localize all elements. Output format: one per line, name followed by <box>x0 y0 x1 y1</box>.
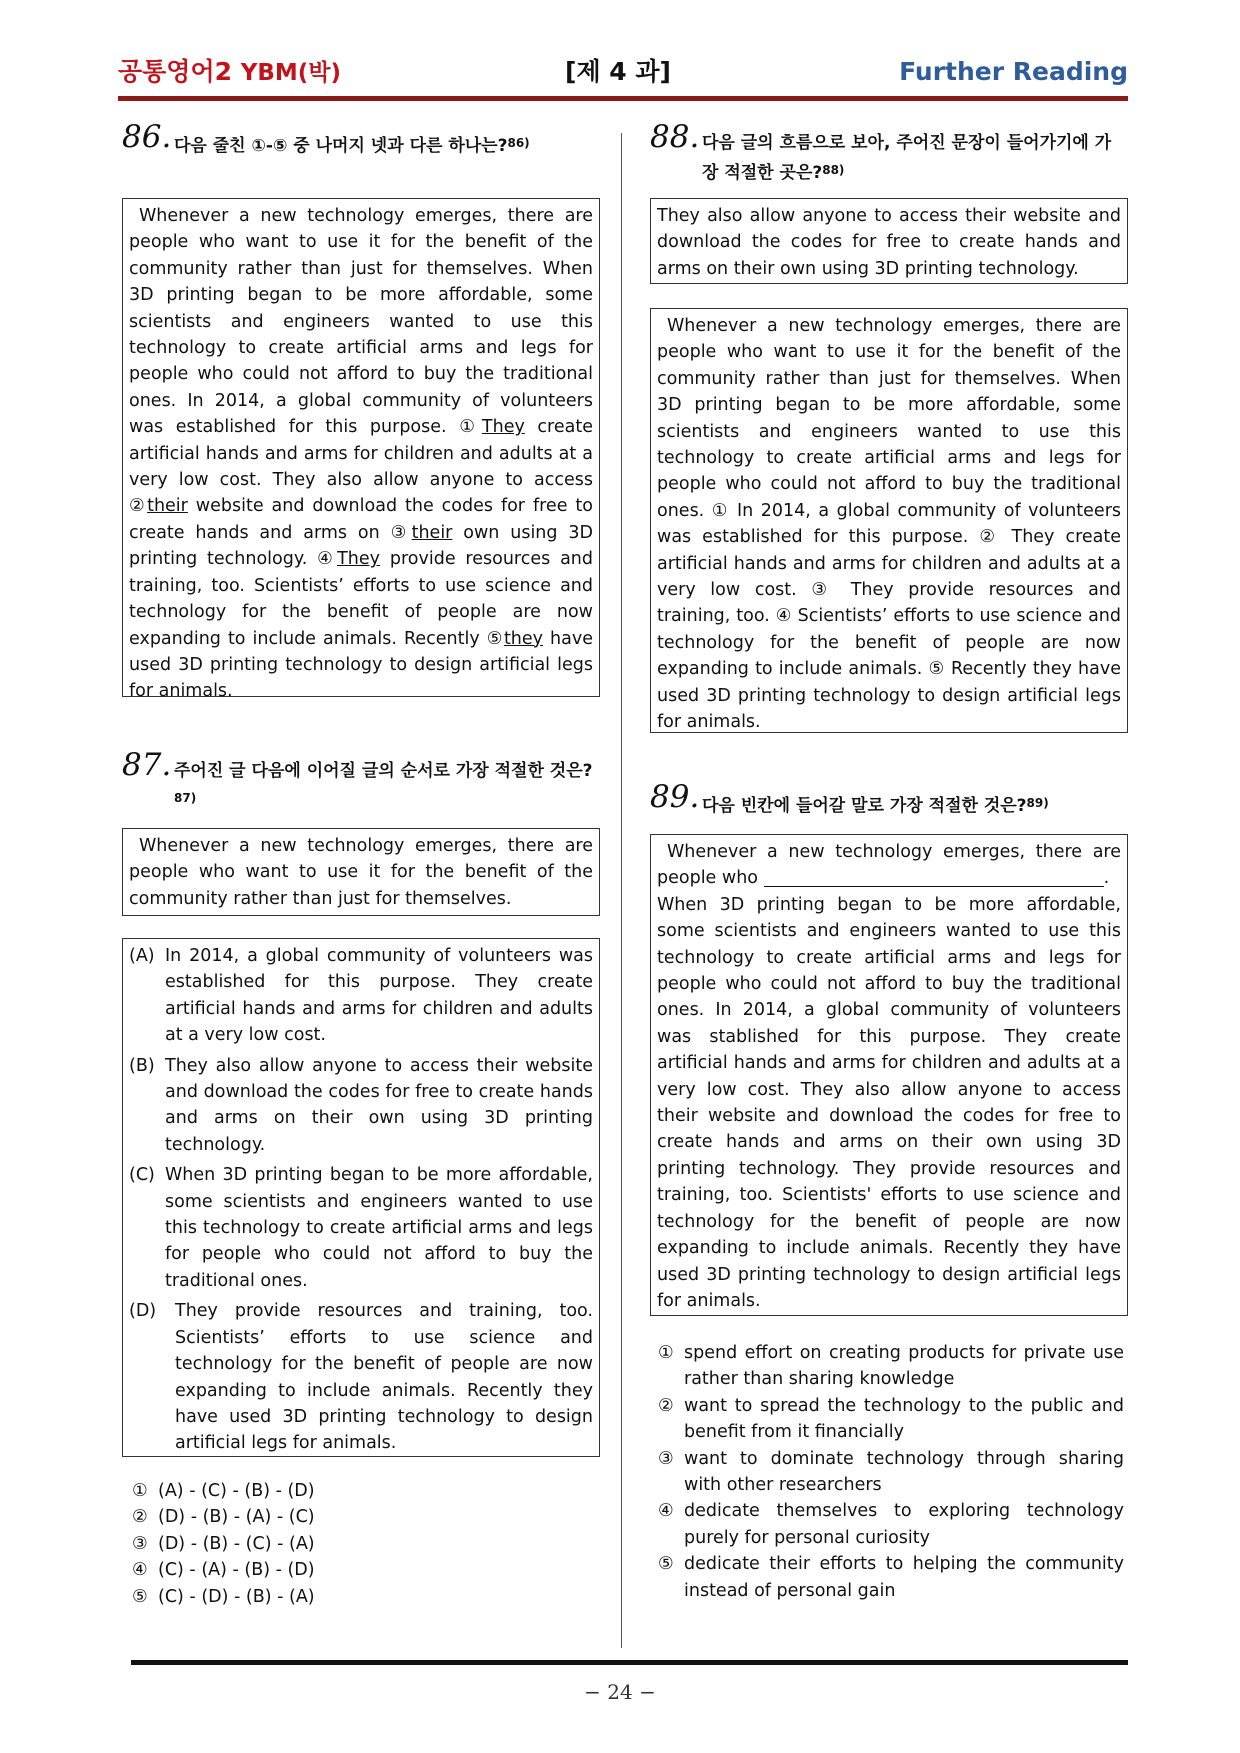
question-number: 88. <box>650 119 700 155</box>
header-section: Further Reading <box>899 57 1128 86</box>
passage-text: Whenever a new technology emerges, there are people who want to use it for the benefit of the community rather than just for themselves. When 3D printing began to be more affordable, some scientists and engineers wanted to use this technology to create artificial arms and legs for people who could not afford to buy the traditional ones. ① In 2014, a global community of volunteers was established for this purpose. ② They create artificial hands and arms for children and adults at a very low cost. ③ They provide resources and training, too. ④ Scientists’ efforts to use science and technology for the benefit of people are now expanding to include animals. ⑤ Recently they have used 3D printing technology to design artificial legs for animals. <box>657 316 1121 733</box>
question-number: 89. <box>650 779 700 815</box>
passage-text: Whenever a new technology emerges, there are people who <box>657 842 1121 889</box>
option-mark: ③ <box>658 1448 674 1469</box>
underlined-3: their <box>411 522 453 543</box>
question-86-passage <box>122 198 600 702</box>
option-text: want to dominate technology through sharing with other researchers <box>684 1448 1124 1496</box>
option-text: (A) - (C) - (B) - (D) <box>158 1481 315 1501</box>
question-87-items <box>122 938 600 1457</box>
option-mark: ① <box>658 1343 674 1363</box>
item-text: They provide resources and training, too. Scientists’ efforts to use science and technology for the benefit of people are now expanding to include animals. Recently they have used 3D printing technology to design artificial legs for animals. <box>175 1301 593 1454</box>
option-mark: ⑤ <box>132 1586 148 1607</box>
option-mark: ② <box>658 1395 674 1416</box>
given-text: Whenever a new technology emerges, there are people who want to use it for the benefit of the community rather than just for themselves. <box>129 836 593 909</box>
question-86-heading <box>122 119 596 160</box>
answer-blank <box>764 868 1104 887</box>
question-88-heading <box>650 119 1124 187</box>
option-mark: ⑤ <box>658 1554 674 1575</box>
option-text: (D) - (B) - (A) - (C) <box>158 1507 315 1528</box>
item-label: (A) <box>129 946 155 966</box>
question-87-given <box>122 828 600 916</box>
question-ref: 86) <box>507 136 530 150</box>
marker-1: ① <box>459 417 482 438</box>
given-text: They also allow anyone to access their website and download the codes for free to create hands and arms on their own using 3D printing technology. <box>657 206 1121 279</box>
item-d <box>129 1298 593 1456</box>
question-89-passage: Whenever a new technology emerges, there are people who . When 3D printing began to be more affordable, some scientists and engineers wanted to use this technology to create artificial arms and legs for people who could not afford to buy the traditional ones. In 2014, a global community of volunteers was stablished for this purpose. They create artificial hands and arms for children and adults at a very low cost. They also allow anyone to access their website and download the codes for free to create hands and arms on their own using 3D printing technology. They provide resources and training, too. Scientists' efforts to use science and technology for the benefit of people are now expanding to include animals. Recently they have used 3D printing technology to design artificial legs for animals. <box>650 834 1128 1316</box>
question-87-heading <box>122 747 596 815</box>
question-ref: 89) <box>1026 796 1049 810</box>
question-number: 86. <box>122 119 172 155</box>
header-title: 공통영어2 YBM(박) <box>118 57 342 86</box>
option-5[interactable] <box>658 1551 1124 1604</box>
page-number: − 24 − <box>584 1680 656 1704</box>
question-87-options <box>132 1478 432 1610</box>
option-mark: ① <box>132 1481 148 1501</box>
underlined-5: they <box>503 628 544 649</box>
option-text: (C) - (A) - (B) - (D) <box>158 1560 315 1581</box>
item-text: They also allow anyone to access their website and download the codes for free to create hands and arms on their own using 3D printing technology. <box>165 1055 593 1155</box>
question-ref: 87) <box>174 791 197 805</box>
underlined-1: They <box>481 417 525 438</box>
passage-text: When 3D printing began to be more affordable, some scientists and engineers wanted to use this technology to create artificial arms and legs for people who could not afford to buy the traditional ones. In 2014, a global community of volunteers was stablished for this purpose. They create artificial hands and arms for children and adults at a very low cost. They also allow anyone to access their website and download the codes for free to create hands and arms on their own using 3D printing technology. They provide resources and training, too. Scientists' efforts to use science and technology for the benefit of people are now expanding to include animals. Recently they have used 3D printing technology to design artificial legs for animals. <box>657 894 1121 1311</box>
question-88-passage <box>650 308 1128 733</box>
item-label: (C) <box>129 1165 155 1186</box>
option-mark: ④ <box>658 1501 674 1522</box>
option-2[interactable] <box>132 1504 432 1530</box>
item-label: (B) <box>129 1055 155 1076</box>
item-label: (D) <box>129 1301 157 1322</box>
item-c <box>129 1162 593 1294</box>
item-text: In 2014, a global community of volunteers was established for this purpose. They create artificial hands and arms for children and adults at a very low cost. <box>165 946 593 1046</box>
option-text: (D) - (B) - (C) - (A) <box>158 1533 315 1554</box>
column-divider <box>621 133 622 1648</box>
option-mark: ④ <box>132 1560 148 1581</box>
footer-rule <box>131 1660 1128 1665</box>
option-4[interactable] <box>658 1498 1124 1551</box>
question-prompt: 다음 빈칸에 들어갈 말로 가장 적절한 것은? <box>702 796 1027 816</box>
passage-text: Whenever a new technology emerges, there are people who want to use it for the benefit of the community rather than just for themselves. When 3D printing began to be more affordable, some scientists and engineers wanted to use this technology to create artificial arms and legs for people who could not afford to buy the traditional ones. In 2014, a global community of volunteers was established for this purpose. <box>129 206 593 438</box>
passage-text: provide resources and training, too. Scientists’ efforts to use science and technology for the benefit of people are now expanding to include animals. Recently <box>129 549 594 649</box>
question-prompt: 다음 줄친 ①-⑤ 중 나머지 넷과 다른 하나는? <box>174 136 508 156</box>
underlined-4: They <box>337 549 381 570</box>
header-lesson: [제 4 과] <box>565 57 671 86</box>
question-89-heading <box>650 779 1124 820</box>
option-mark: ③ <box>132 1533 148 1554</box>
question-prompt: 다음 글의 흐름으로 보아, 주어진 문장이 들어가기에 가장 적절한 곳은? <box>702 133 1112 183</box>
option-1[interactable] <box>132 1478 432 1504</box>
option-text: want to spread the technology to the public and benefit from it financially <box>684 1395 1124 1443</box>
header-rule <box>118 96 1128 101</box>
question-number: 87. <box>122 747 172 783</box>
option-3[interactable] <box>132 1531 432 1557</box>
question-89-options <box>658 1340 1124 1604</box>
option-text: spend effort on creating products for private use rather than sharing knowledge <box>684 1343 1124 1390</box>
option-text: (C) - (D) - (B) - (A) <box>158 1586 315 1607</box>
marker-2: ② <box>129 496 148 517</box>
underlined-2: their <box>147 496 188 517</box>
option-4[interactable] <box>132 1557 432 1583</box>
option-text: dedicate themselves to exploring technology purely for personal curiosity <box>684 1501 1124 1548</box>
passage-text: own using 3D printing technology. <box>129 522 593 570</box>
page-header <box>118 52 1128 92</box>
passage-text: have used 3D printing technology to design artificial legs for animals. <box>129 628 593 702</box>
option-1[interactable] <box>658 1340 1124 1393</box>
item-text: When 3D printing began to be more affordable, some scientists and engineers wanted to use this technology to create artificial arms and legs for people who could not afford to buy the traditional ones. <box>165 1165 593 1291</box>
option-2[interactable] <box>658 1393 1124 1446</box>
option-3[interactable] <box>658 1446 1124 1499</box>
question-prompt: 주어진 글 다음에 이어질 글의 순서로 가장 적절한 것은? <box>174 761 593 781</box>
passage-text: website and download the codes for free to create hands and arms on <box>129 496 593 543</box>
item-a <box>129 943 593 1049</box>
option-text: dedicate their efforts to helping the community instead of personal gain <box>684 1554 1124 1601</box>
marker-5: ⑤ <box>486 628 504 649</box>
marker-3: ③ <box>390 522 412 543</box>
question-ref: 88) <box>822 163 845 177</box>
question-88-given <box>650 198 1128 284</box>
option-mark: ② <box>132 1507 148 1528</box>
marker-4: ④ <box>317 549 338 570</box>
passage-text: create artificial hands and arms for children and adults at a very low cost. They also allow anyone to access <box>129 417 593 491</box>
item-b <box>129 1053 593 1159</box>
option-5[interactable] <box>132 1584 432 1610</box>
